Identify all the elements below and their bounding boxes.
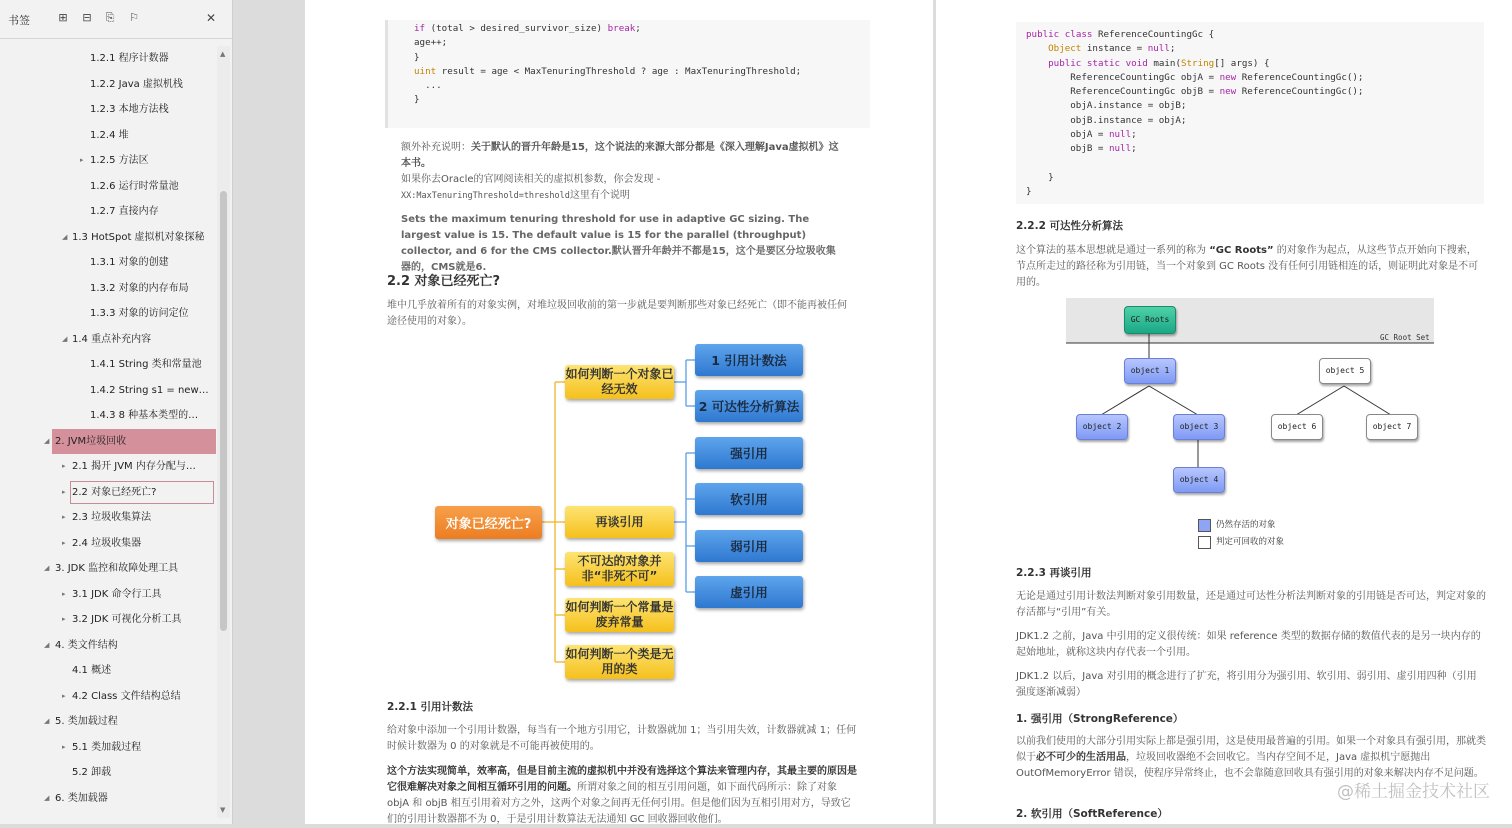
- code-line: if (total > desired_survivor_size) break;: [414, 23, 641, 34]
- code-line: objB = null;: [1026, 143, 1137, 155]
- sidebar-item[interactable]: [0, 225, 216, 251]
- code-line: }: [1026, 186, 1032, 198]
- sidebar-item[interactable]: [0, 505, 216, 531]
- legend-alive-swatch: [1198, 519, 1211, 532]
- code-line: }: [1026, 171, 1054, 183]
- sidebar-item[interactable]: [44, 429, 216, 455]
- code-line: uint result = age < MaxTenuringThreshold ? age : MaxTenuringThreshold;: [414, 65, 802, 77]
- mindmap-leaf-refcount: 1 引用计数法: [695, 344, 803, 376]
- sidebar-item[interactable]: [0, 352, 216, 378]
- collapsed-arrow-icon[interactable]: ▸: [62, 513, 66, 521]
- sidebar-item-label: 3. JDK 监控和故障处理工具: [55, 563, 179, 574]
- collapsed-arrow-icon[interactable]: ▸: [62, 589, 66, 598]
- code-line: objA.instance = objB;: [1026, 100, 1187, 112]
- code-block-refcounting: [1016, 22, 1484, 204]
- gc-object-4: object 4: [1173, 467, 1225, 493]
- bookmark-panel: [0, 0, 233, 824]
- sidebar-item[interactable]: [0, 46, 216, 72]
- sidebar-item-label: 3.1 JDK 命令行工具: [72, 588, 162, 600]
- expand-all-icon[interactable]: ⊞: [58, 11, 68, 24]
- heading-2-2: 2.2 对象已经死亡?: [387, 274, 501, 289]
- paragraph-bold: 这个方法实现简单，效率高，但是目前主流的虚拟机中并没有选择这个算法来管理内存，其最主要的原因是它很难解决对象之间相互循环引用的问题。: [387, 766, 857, 793]
- note-line2: 如果你去Oracle的官网阅读相关的虚拟机参数，你会发现 -: [401, 174, 661, 185]
- strong-part-c: ，垃圾回收器绝不会回收它。当内存空间不足，Java 虚拟机宁愿抛出 OutOfMemoryError 错误，使程序异常终止，也不会靠随意回收具有强引用的对象来解决内存不足问题。: [1016, 752, 1484, 779]
- paragraph-2-2-3-c: JDK1.2 以后，Java 对引用的概念进行了扩充，将引用分为强引用、软引用、弱引用、虚引用四种（引用强度逐渐减弱）: [1016, 671, 1477, 698]
- sidebar-item-label: 5. 类加载过程: [55, 716, 118, 727]
- expanded-arrow-icon[interactable]: ◢: [62, 334, 68, 343]
- code-block-tenuring: [385, 20, 870, 128]
- sidebar-item[interactable]: [0, 531, 216, 557]
- paragraph-2-2-3-b: JDK1.2 之前，Java 中引用的定义很传统：如果 reference 类型的数据存储的数值代表的是另一块内存的起始地址，就称这块内存代表一个引用。: [1016, 631, 1481, 658]
- gc-object-2: object 2: [1076, 414, 1128, 440]
- sidebar-item[interactable]: [0, 72, 216, 98]
- expanded-arrow-icon[interactable]: ◢: [44, 564, 50, 572]
- code-line: objB.instance = objA;: [1026, 114, 1187, 126]
- sidebar-item[interactable]: [0, 97, 216, 123]
- mindmap-leaf-phantom: 虚引用: [695, 576, 803, 608]
- sidebar-item[interactable]: [0, 174, 216, 200]
- expanded-arrow-icon[interactable]: ◢: [62, 232, 68, 241]
- sidebar-item[interactable]: [0, 735, 216, 761]
- gc-object-7: object 7: [1366, 414, 1418, 440]
- collapse-all-icon[interactable]: ⊟: [82, 11, 92, 24]
- document-page-left: [305, 0, 933, 824]
- sidebar-item[interactable]: [0, 250, 216, 276]
- collapsed-arrow-icon[interactable]: ▸: [62, 462, 66, 470]
- sidebar-item[interactable]: [0, 607, 216, 633]
- sidebar-item-label: 1.2.5 方法区: [90, 155, 149, 166]
- sidebar-item-label: 1.2.2 Java 虚拟机栈: [90, 78, 183, 90]
- collapsed-arrow-icon[interactable]: ▸: [62, 691, 66, 700]
- gc-object-3: object 3: [1173, 414, 1225, 440]
- code-line: objA = null;: [1026, 129, 1137, 141]
- paragraph-2-2-1: 给对象中添加一个引用计数器，每当有一个地方引用它，计数器就加 1；当引用失效，计数器就减 1；任何时候计数器为 0 的对象就是不可能再被使用的。: [387, 725, 857, 752]
- bookmark-scrollbar[interactable]: [217, 46, 230, 818]
- bookmark-panel-title: 书签: [8, 14, 30, 27]
- sidebar-item-label: 1.2.6 运行时常量池: [90, 180, 179, 192]
- sidebar-item[interactable]: [0, 276, 216, 302]
- collapsed-arrow-icon[interactable]: ▸: [62, 487, 66, 496]
- strong-part-a: 以前我们使用的大部分引用实际上都是强引用，这是使用最普遍的引用。如果一个对象具有强引用，那就类似于: [1016, 736, 1486, 763]
- mindmap-leaf-strong: 强引用: [695, 437, 803, 469]
- sidebar-item[interactable]: [0, 582, 216, 608]
- sidebar-item-label: 1.4.3 8 种基本类型的…: [90, 410, 199, 421]
- mindmap-leaf-weak: 弱引用: [695, 530, 803, 562]
- sidebar-item-label: 2.3 垃圾收集算法: [72, 512, 152, 523]
- heading-2-2-1: 2.2.1 引用计数法: [387, 701, 474, 713]
- scroll-up-icon[interactable]: ▲: [220, 50, 226, 58]
- sidebar-item[interactable]: [0, 199, 216, 225]
- heading-strong-reference: 1. 强引用（StrongReference）: [1016, 713, 1184, 725]
- mindmap-branch-constant: 如何判断一个常量是废弃常量: [565, 598, 674, 632]
- note-paragraph: [401, 140, 841, 204]
- legend-collectable-label: 判定可回收的对象: [1216, 537, 1285, 547]
- sidebar-item-label: 2. JVM垃圾回收: [55, 435, 127, 447]
- sidebar-item-label: 2.2 对象已经死亡?: [72, 486, 157, 498]
- sidebar-item[interactable]: [0, 786, 216, 812]
- document-page-right: [936, 0, 1512, 824]
- sidebar-item[interactable]: [0, 684, 216, 710]
- expanded-arrow-icon[interactable]: ◢: [44, 436, 50, 445]
- paragraph-part-c: 的对象作为起点，从这些节点开始向下搜索，节点所走过的路径称为引用链，当一个对象到 GC Roots 没有任何引用链相连的话，则证明此对象是不可用的。: [1016, 245, 1479, 288]
- paragraph-2-2-1-b: [387, 764, 857, 828]
- sidebar-item[interactable]: [0, 148, 216, 174]
- collapsed-arrow-icon[interactable]: ▸: [80, 156, 84, 164]
- sidebar-item[interactable]: [0, 327, 216, 353]
- legend-collectable-swatch: [1198, 536, 1211, 549]
- code-line: public static void main(String[] args) {: [1048, 57, 1270, 69]
- sidebar-item[interactable]: [0, 658, 216, 684]
- mindmap-branch-class: 如何判断一个类是无用的类: [565, 645, 674, 679]
- strong-part-b: 必不可少的生活用品: [1036, 752, 1126, 763]
- mindmap-branch-reference: 再谈引用: [565, 506, 674, 538]
- sidebar-item-label: 1.4.1 String 类和常量池: [90, 359, 202, 370]
- mindmap-root: 对象已经死亡?: [435, 506, 542, 539]
- mindmap-branch-unreachable: 不可达的对象并非“非死不可”: [565, 552, 674, 586]
- expanded-arrow-icon[interactable]: ◢: [44, 717, 50, 725]
- heading-soft-reference: 2. 软引用（SoftReference）: [1016, 808, 1168, 820]
- watermark: @稀土掘金技术社区: [1337, 782, 1490, 802]
- heading-2-2-2: 2.2.2 可达性分析算法: [1016, 220, 1124, 232]
- sidebar-item-label: 1.2.4 堆: [90, 129, 129, 141]
- sidebar-item-label: 1.2.7 直接内存: [90, 206, 159, 217]
- code-line: ...: [414, 80, 442, 92]
- sidebar-item-label: 4.2 Class 文件结构总结: [72, 690, 181, 702]
- sidebar-item-label: 1.2.3 本地方法栈: [90, 104, 169, 115]
- paragraph-part-a: 这个算法的基本思想就是通过一系列的称为: [1016, 245, 1210, 256]
- code-line: age++;: [414, 37, 448, 49]
- note-label: 额外补充说明：: [401, 142, 471, 153]
- gc-object-1: object 1: [1124, 358, 1176, 384]
- expanded-arrow-icon[interactable]: ◢: [44, 640, 50, 649]
- sidebar-item[interactable]: [0, 454, 216, 480]
- paragraph-strong-reference: [1016, 734, 1486, 782]
- gc-roots-node: GC Roots: [1124, 306, 1176, 334]
- sidebar-item-label: 1.3 HotSpot 虚拟机对象探秘: [72, 231, 205, 243]
- sidebar-item[interactable]: [0, 480, 216, 506]
- sidebar-item[interactable]: [0, 301, 216, 327]
- sidebar-item-label: 4. 类文件结构: [55, 639, 118, 651]
- bookmark-panel-header: [0, 0, 232, 39]
- legend-alive-label: 仍然存活的对象: [1216, 520, 1276, 530]
- gc-object-5: object 5: [1319, 358, 1371, 384]
- sidebar-item[interactable]: [0, 403, 216, 429]
- bookmark-tree: [0, 46, 216, 811]
- sidebar-item-label: 2.4 垃圾收集器: [72, 537, 142, 549]
- close-icon[interactable]: ✕: [205, 11, 217, 25]
- code-line: }: [414, 94, 420, 106]
- sidebar-item-label: 6. 类加载器: [55, 792, 108, 804]
- mindmap-branch-invalid: 如何判断一个对象已经无效: [565, 365, 674, 399]
- code-line: Object instance = null;: [1048, 43, 1176, 55]
- mindmap-leaf-reachability: 2 可达性分析算法: [695, 390, 803, 422]
- note-line3: 这里有个说明: [569, 190, 630, 201]
- sidebar-item-label: 4.1 概述: [72, 665, 112, 676]
- bookmark-add-icon[interactable]: ⎘: [105, 11, 115, 24]
- code-line: ReferenceCountingGc objB = new ReferenceCountingGc();: [1026, 86, 1364, 98]
- sidebar-item[interactable]: [0, 760, 216, 786]
- sidebar-item[interactable]: [0, 123, 216, 149]
- sidebar-item-label: 1.2.1 程序计数器: [90, 53, 169, 64]
- collapsed-arrow-icon[interactable]: ▸: [62, 742, 66, 751]
- gc-object-6: object 6: [1271, 414, 1323, 440]
- code-line: ReferenceCountingGc objA = new ReferenceCountingGc();: [1026, 71, 1364, 83]
- expanded-arrow-icon[interactable]: ◢: [44, 793, 50, 802]
- heading-2-2-3: 2.2.3 再谈引用: [1016, 567, 1092, 579]
- paragraph-2-2: 堆中几乎放着所有的对象实例，对堆垃圾回收前的第一步就是要判断那些对象已经死亡（即不能再被任何途径使用的对象）。: [387, 300, 847, 327]
- mindmap-leaf-soft: 软引用: [695, 483, 803, 515]
- sidebar-item-label: 1.3.3 对象的访问定位: [90, 308, 189, 319]
- note-quote: Sets the maximum tenuring threshold for use in adaptive GC sizing. The largest value is 15. The default value is 15 for the parallel (throughput) collector, and 6 for the CMS collector.默认晋升年龄并不都是15，这个是要区分垃圾收集器的，CMS就是6.: [401, 214, 836, 273]
- sidebar-item-label: 2.1 揭开 JVM 内存分配与…: [72, 461, 196, 472]
- sidebar-item-label: 5.1 类加载过程: [72, 741, 142, 753]
- sidebar-item[interactable]: [0, 633, 216, 659]
- sidebar-item[interactable]: [0, 556, 216, 582]
- note-bold: 关于默认的晋升年龄是15，这个说法的来源大部分都是《深入理解Java虚拟机》这本书。: [401, 142, 839, 169]
- sidebar-item[interactable]: [0, 378, 216, 404]
- scroll-down-icon[interactable]: ▼: [220, 806, 226, 814]
- paragraph-2-2-2: [1016, 243, 1486, 291]
- sidebar-item-label: 3.2 JDK 可视化分析工具: [72, 614, 182, 625]
- sidebar-item-label: 1.3.2 对象的内存布局: [90, 282, 189, 294]
- scrollbar-thumb[interactable]: [220, 191, 227, 631]
- sidebar-item[interactable]: [0, 709, 216, 735]
- sidebar-item-label: 1.4.2 String s1 = new…: [90, 384, 209, 396]
- sidebar-item-label: 5.2 卸载: [72, 767, 112, 778]
- sidebar-item-label: 1.3.1 对象的创建: [90, 257, 169, 268]
- code-line: public class ReferenceCountingGc {: [1026, 29, 1215, 40]
- bookmark-icon[interactable]: ⚐: [129, 11, 139, 24]
- sidebar-item-label: 1.4 重点补充内容: [72, 333, 152, 345]
- collapsed-arrow-icon[interactable]: ▸: [62, 615, 66, 623]
- paragraph-rest: 所谓对象之间的相互引用问题，如下面代码所示：除了对象 objA 和 objB 相互引用着对方之外，这两个对象之间再无任何引用。但是他们因为互相引用对方，导致它们的引用计数器都不为 0，于是引用计数算法无法通知 GC 回收器回收他们。: [387, 782, 851, 825]
- collapsed-arrow-icon[interactable]: ▸: [62, 538, 66, 547]
- code-line: }: [414, 51, 420, 63]
- gc-root-set-label: GC Root Set: [1380, 333, 1430, 342]
- code-line: [1026, 157, 1484, 171]
- paragraph-2-2-3-a: 无论是通过引用计数法判断对象引用数量，还是通过可达性分析法判断对象的引用链是否可达，判定对象的存活都与“引用”有关。: [1016, 591, 1486, 618]
- paragraph-gc-roots: “GC Roots”: [1209, 245, 1274, 256]
- note-mono: XX:MaxTenuringThreshold=threshold: [401, 191, 570, 201]
